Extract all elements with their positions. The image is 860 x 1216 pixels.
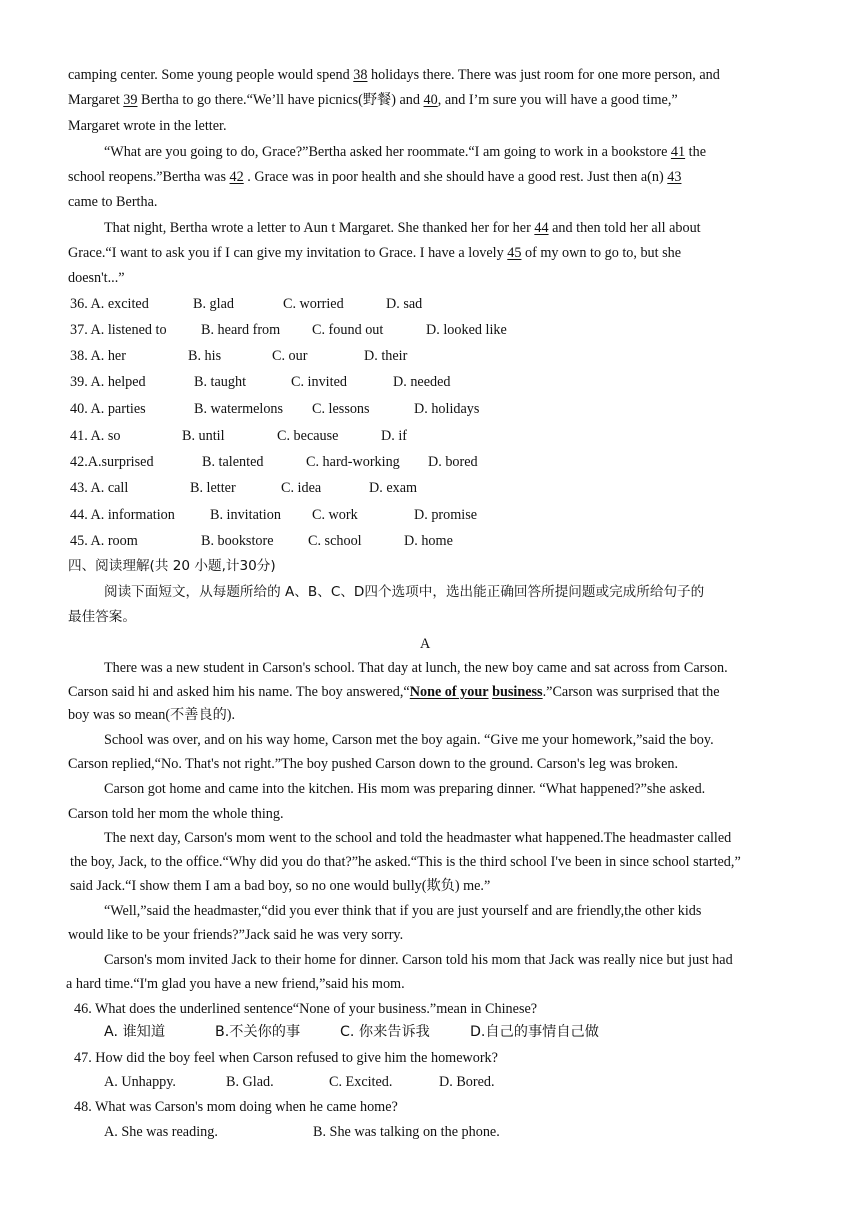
q46-option-c: C. 你来告诉我	[340, 1024, 430, 1040]
passage-text: school reopens.”Bertha was	[68, 169, 226, 185]
option-a: 41. A. so	[70, 428, 121, 444]
reading-line: The next day, Carson's mom went to the school and told the headmaster what happened.The headmaster called	[104, 830, 732, 846]
reading-line	[68, 683, 720, 701]
blank-42: 42	[229, 169, 244, 185]
q46-option-d: D.自己的事情自己做	[470, 1024, 599, 1040]
option-a: 36. A. excited	[70, 296, 149, 312]
option-c: C. work	[312, 507, 358, 523]
passage-line	[68, 168, 681, 186]
blank-41: 41	[670, 144, 686, 160]
option-a: 43. A. call	[70, 480, 129, 496]
passage-text: That night, Bertha wrote a letter to Aun t Margaret. She thanked her for her	[104, 220, 531, 236]
passage-line	[68, 91, 678, 109]
option-b: B. heard from	[201, 322, 281, 338]
option-a: 42.A.surprised	[70, 454, 154, 470]
option-a: 45. A. room	[70, 533, 138, 549]
reading-line: boy was so mean(不善良的).	[68, 707, 236, 723]
option-a: 37. A. listened to	[70, 322, 167, 338]
option-c: C. invited	[291, 374, 347, 390]
passage-text: and then told her all about	[552, 220, 701, 236]
q48-option-a: A. She was reading.	[104, 1124, 218, 1140]
q47-option-b: B. Glad.	[226, 1074, 274, 1090]
passage-line	[104, 219, 701, 237]
passage-line	[68, 66, 720, 84]
reading-text: Carson said hi and asked him his name. The boy answered,“	[68, 684, 410, 700]
option-b: B. his	[188, 348, 222, 364]
blank-44: 44	[534, 220, 549, 236]
reading-line: Carson's mom invited Jack to their home for dinner. Carson told his mom that Jack was really nice but just had	[104, 952, 733, 968]
section-instructions: 阅读下面短文，从每题所给的 A、B、C、D四个选项中，选出能正确回答所提问题或完成所给句子的	[104, 584, 705, 600]
reading-line: Carson got home and came into the kitchen. His mom was preparing dinner. “What happened?”she asked.	[104, 781, 706, 797]
reading-line: “Well,”said the headmaster,“did you ever think that if you are just yourself and are friendly,the other kids	[104, 903, 702, 919]
section-instructions-cont: 最佳答案。	[68, 609, 136, 625]
option-d: D. their	[364, 348, 408, 364]
option-c: C. found out	[312, 322, 384, 338]
passage-text: , and I’m sure you will have a good time,”	[437, 92, 678, 108]
passage-text: doesn't...”	[68, 270, 125, 286]
option-d: D. holidays	[414, 401, 480, 417]
passage-text: Margaret wrote in the letter.	[68, 118, 227, 134]
option-b: B. invitation	[210, 507, 281, 523]
passage-text: camping center. Some young people would spend	[68, 67, 350, 83]
option-d: D. home	[404, 533, 453, 549]
option-b: B. until	[182, 428, 225, 444]
reading-line: the boy, Jack, to the office.“Why did you do that?”he asked.“This is the third school I've been in since school started,”	[70, 854, 741, 870]
passage-line	[104, 143, 706, 161]
blank-38: 38	[353, 67, 368, 83]
passage-text: holidays there. There was just room for one more person, and	[371, 67, 720, 83]
option-a: 39. A. helped	[70, 374, 146, 390]
option-c: C. worried	[283, 296, 344, 312]
passage-label: A	[420, 636, 431, 652]
q46-option-a: A. 谁知道	[104, 1024, 166, 1040]
passage-text: Margaret	[68, 92, 120, 108]
reading-line: School was over, and on his way home, Carson met the boy again. “Give me your homework,”said the boy.	[104, 732, 714, 748]
reading-text: .”Carson was surprised that the	[542, 684, 720, 700]
q46-option-b: B.不关你的事	[215, 1024, 301, 1040]
question-46: 46. What does the underlined sentence“None of your business.”mean in Chinese?	[74, 1001, 538, 1017]
section-heading: 四、阅读理解(共 20 小题,计30分)	[68, 558, 276, 574]
q47-option-a: A. Unhappy.	[104, 1074, 176, 1090]
option-d: D. needed	[393, 374, 451, 390]
option-d: D. bored	[428, 454, 478, 470]
option-c: C. lessons	[312, 401, 370, 417]
passage-text: Grace.“I want to ask you if I can give my invitation to Grace. I have a lovely	[68, 245, 504, 261]
option-d: D. if	[381, 428, 408, 444]
option-d: D. exam	[369, 480, 418, 496]
underlined-phrase: business	[492, 684, 543, 700]
passage-text: the	[688, 144, 706, 160]
passage-line	[68, 193, 157, 211]
option-b: B. taught	[194, 374, 247, 390]
blank-39: 39	[123, 92, 138, 108]
option-d: D. promise	[414, 507, 478, 523]
option-a: 44. A. information	[70, 507, 175, 523]
option-a: 40. A. parties	[70, 401, 146, 417]
blank-40: 40	[423, 92, 438, 108]
passage-line	[68, 269, 125, 287]
passage-text: came to Bertha.	[68, 194, 158, 210]
reading-line: Carson replied,“No. That's not right.”The boy pushed Carson down to the ground. Carson's leg was broken.	[68, 756, 679, 772]
blank-45: 45	[507, 245, 522, 261]
passage-line	[68, 244, 681, 262]
option-d: D. sad	[386, 296, 423, 312]
option-d: D. looked like	[426, 322, 507, 338]
q47-option-c: C. Excited.	[329, 1074, 393, 1090]
option-c: C. school	[308, 533, 362, 549]
option-c: C. hard-working	[306, 454, 400, 470]
option-c: C. our	[272, 348, 308, 364]
option-b: B. letter	[190, 480, 236, 496]
passage-text: “What are you going to do, Grace?”Bertha asked her roommate.“I am going to work in a bookstore	[104, 144, 668, 160]
passage-text: of my own to go to, but she	[525, 245, 682, 261]
q47-option-d: D. Bored.	[439, 1074, 495, 1090]
option-b: B. bookstore	[201, 533, 274, 549]
option-c: C. because	[277, 428, 339, 444]
option-b: B. glad	[193, 296, 234, 312]
q48-option-b: B. She was talking on the phone.	[313, 1124, 500, 1140]
question-48: 48. What was Carson's mom doing when he came home?	[74, 1099, 398, 1115]
passage-line	[68, 117, 227, 135]
reading-line: a hard time.“I'm glad you have a new friend,”said his mom.	[66, 976, 405, 992]
option-b: B. talented	[202, 454, 264, 470]
option-a: 38. A. her	[70, 348, 126, 364]
underlined-phrase: None of your	[409, 684, 489, 700]
passage-text: . Grace was in poor health and she should have a good rest. Just then a(n)	[247, 169, 664, 185]
reading-line: There was a new student in Carson's school. That day at lunch, the new boy came and sat across from Carson.	[104, 660, 728, 676]
passage-text: Bertha to go there.“We’ll have picnics(野餐) and	[141, 92, 420, 108]
question-47: 47. How did the boy feel when Carson refused to give him the homework?	[74, 1050, 498, 1066]
blank-43: 43	[667, 169, 682, 185]
reading-line: said Jack.“I show them I am a bad boy, so no one would bully(欺负) me.”	[70, 878, 491, 894]
reading-line: would like to be your friends?”Jack said he was very sorry.	[68, 927, 404, 943]
reading-line: Carson told her mom the whole thing.	[68, 806, 284, 822]
option-b: B. watermelons	[194, 401, 284, 417]
option-c: C. idea	[281, 480, 322, 496]
